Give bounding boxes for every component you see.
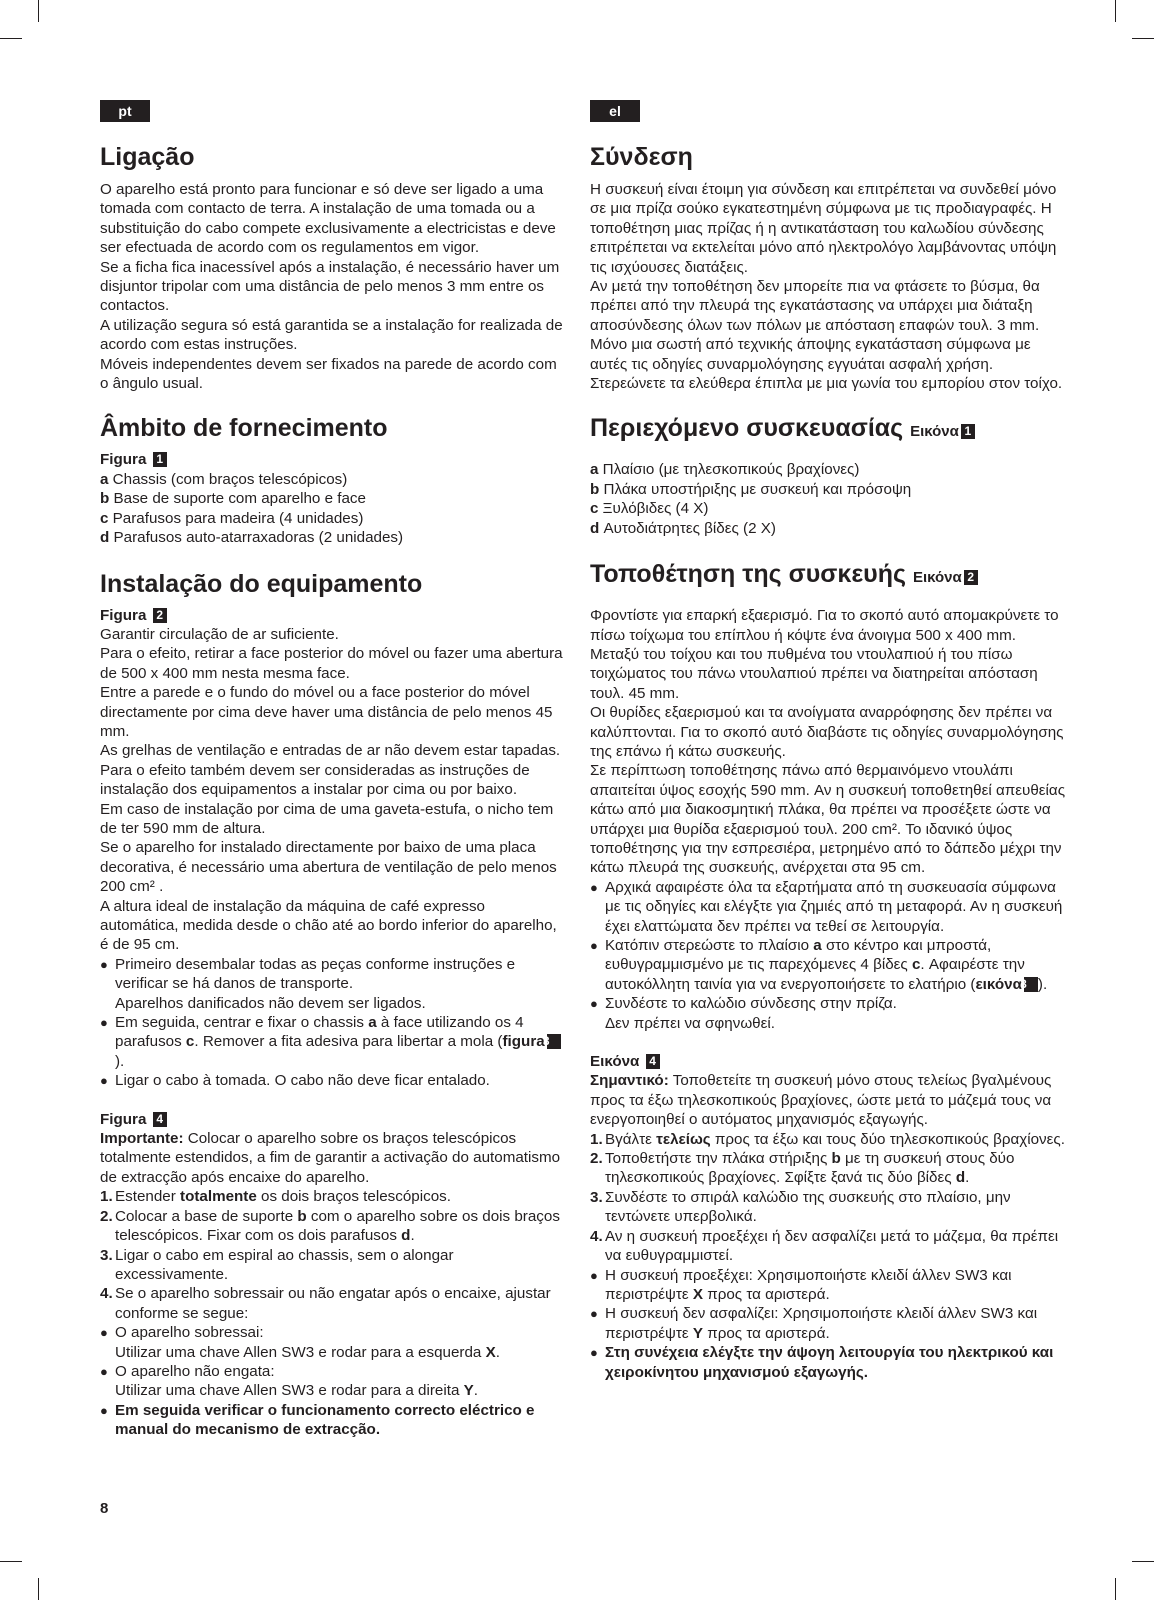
bullet-item: ● O aparelho não engata: Utilizar uma chave Allen SW3 e rodar para a direita Y. (100, 1362, 565, 1401)
crop-mark (0, 38, 22, 39)
paragraph: Se o aparelho for instalado directamente por baixo de uma placa decorativa, é necessário uma abertura de ventilação de pelo menos 200 cm² . (100, 839, 557, 896)
paragraph: O aparelho está pronto para funcionar e só deve ser ligado a uma tomada com contacto de terra. A instalação de uma tomada ou a substituição do cabo compete exclusivamente a electricistas e deve ser efectuada de acordo com os regulamentos em vigor. (100, 181, 556, 257)
bullet-item: ● Στη συνέχεια ελέγξτε την άψογη λειτουργία του ηλεκτρικού και χειροκίνητου μηχανισμού εξαγωγής. (590, 1343, 1065, 1382)
paragraph: Μόνο μια σωστή από τεχνικής άποψης εγκατάσταση σύμφωνα με αυτές τις οδηγίες συναρμολόγησης εγγυάται ασφαλή χρήση. (590, 336, 1031, 373)
ligacao-body (100, 180, 565, 393)
paragraph: A utilização segura só está garantida se a instalação for realizada de acordo com estas instruções. (100, 316, 563, 354)
paragraph: Para o efeito também devem ser consideradas as instruções de instalação dos equipamentos a instalar por cima ou por baixo. (100, 761, 530, 799)
figure-number-box: 3 (1024, 977, 1038, 992)
numbered-step: 2. Τοποθετήστε την πλάκα στήριξης b με τη συσκευή στους δύο τηλεσκοπικούς βραχίονες. Σφίξτε ξανά τις δύο βίδες d. (590, 1150, 1015, 1187)
numbered-step: 1. Βγάλτε τελείως προς τα έξω και τους δύο τηλεσκοπικούς βραχίονες. (590, 1130, 1065, 1148)
crop-mark (38, 0, 39, 22)
crop-mark (38, 1578, 39, 1600)
bullet-item: ● Συνδέστε το καλώδιο σύνδεσης στην πρίζα. Δεν πρέπει να σφηνωθεί. (590, 994, 1065, 1033)
paragraph: A altura ideal de instalação da máquina de café expresso automática, medida desde o chão até ao bordo inferior do aparelho, é de 95 cm. (100, 897, 557, 954)
figure-number-box: 4 (646, 1054, 660, 1069)
bullet-item: ● Η συσκευή προεξέχει: Χρησιμοποιήστε κλειδί άλλεν SW3 και περιστρέψτε X προς τα αριστερά. (590, 1266, 1065, 1305)
paragraph: Φροντίστε για επαρκή εξαερισμό. Για το σκοπό αυτό απομακρύνετε το πίσω τοίχωμα του επίπλου ή κόψτε ένα άνοιγμα 500 x 400 mm. Μεταξύ του τοίχου και του πυθμένα του ντουλαπιού ή του πίσω τοιχώματος του πάνω ντουλαπιού πρέπει να διατηρείται απόσταση τουλ. 45 mm. (590, 607, 1059, 702)
list-item: c Parafusos para madeira (4 unidades) (100, 509, 364, 527)
bullet-item: ● Η συσκευή δεν ασφαλίζει: Χρησιμοποιήστε κλειδί άλλεν SW3 και περιστρέψτε Y προς τα αριστερά. (590, 1304, 1065, 1343)
list-item: c Ξυλόβιδες (4 Χ) (590, 500, 709, 518)
bullet-item: ● O aparelho sobressai: Utilizar uma chave Allen SW3 e rodar para a esquerda X. (100, 1323, 565, 1362)
important-note: Importante: Colocar o aparelho sobre os braços telescópicos totalmente estendidos, a fim de garantir a activação do automatismo de extracção após encaixe do aparelho. (100, 1130, 561, 1186)
section-title-topothetisi: Τοποθέτηση της συσκευής Εικόνα 2 (590, 559, 1065, 593)
bullet-item: ● Primeiro desembalar todas as peças conforme instruções e verificar se há danos de transporte. Aparelhos danificados não devem ser ligados. (100, 955, 565, 1013)
list-item: d Αυτοδιάτρητες βίδες (2 Χ) (590, 519, 776, 537)
figure-ref: Εικόνα 4 (590, 1052, 1065, 1071)
numbered-step: 2. Colocar a base de suporte b com o aparelho sobre os dois braços telescópicos. Fixar com os dois parafusos d. (100, 1207, 560, 1245)
list-item: b Πλάκα υποστήριξης με συσκευή και πρόσοψη (590, 480, 912, 498)
section-title-ambito: Âmbito de fornecimento (100, 414, 388, 443)
figure-number-box: 2 (153, 608, 167, 623)
list-item: a Πλαίσιο (με τηλεσκοπικούς βραχίονες) (590, 461, 860, 479)
figure-number-box: 4 (153, 1112, 167, 1127)
important-note: Σημαντικό: Τοποθετείτε τη συσκευή μόνο στους τελείως βγαλμένους προς τα έξω τηλεσκοπικούς βραχίονες, ώστε μετά το μάζεμά τους να ενεργοποιηθεί ο αυτόματος μηχανισμός εξαγωγής. (590, 1072, 1052, 1129)
syndesi-body (590, 180, 1065, 393)
crop-mark (1132, 1561, 1154, 1562)
paragraph: Η συσκευή είναι έτοιμη για σύνδεση και επιτρέπεται να συνδεθεί μόνο σε μια πρίζα σούκο εγκατεστημένη σύμφωνα με τις προδιαγραφές. Η τοποθέτηση μιας πρίζας ή η αντικατάσταση του καλωδίου σύνδεσης επιτρέπεται να εκτελείται μόνο από ηλεκτρολόγο λαμβάνοντας υπόψη τις ισχύουσες διατάξεις. (590, 181, 1057, 276)
crop-mark (0, 1561, 22, 1562)
paragraph: Em caso de instalação por cima de uma gaveta-estufa, o nicho tem de ter 590 mm de altura. (100, 800, 554, 837)
language-tab-pt: pt (100, 100, 150, 122)
paragraph: Οι θυρίδες εξαερισμού και τα ανοίγματα αναρρόφησης δεν πρέπει να καλύπτονται. Για το σκοπό αυτό διαβάστε τις οδηγίες συναρμολόγησης της επάνω ή κάτω συσκευής. (590, 704, 1064, 760)
paragraph: Στερεώνετε τα ελεύθερα έπιπλα με μια γωνία του εμπορίου στον τοίχο. (590, 375, 1063, 393)
section-title-syndesi: Σύνδεση (590, 143, 693, 171)
paragraph: As grelhas de ventilação e entradas de ar não devem estar tapadas. (100, 742, 561, 760)
figure-ref: Figura 2 (100, 606, 565, 625)
numbered-step: 3. Συνδέστε το σπιράλ καλώδιο της συσκευής στο πλαίσιο, μην τεντώνετε υπερβολικά. (590, 1188, 1011, 1226)
topothetisi-body (590, 606, 1065, 1033)
bullet-item: ● Κατόπιν στερεώστε το πλαίσιο a στο κέντρο και μπροστά, ευθυγραμμισμένο με τις παρεχόμενες 4 βίδες c. Αφαιρέστε την αυτοκόλλητη ταινία για να ενεργοποιήσετε το ελατήριο (εικόνα3 ). (590, 936, 1065, 994)
paragraph: Se a ficha fica inacessível após a instalação, é necessário haver um disjuntor tripolar com uma distância de pelo menos 3 mm entre os contactos. (100, 258, 560, 315)
bullet-item: ● Αρχικά αφαιρέστε όλα τα εξαρτήματα από τη συσκευασία σύμφωνα με τις οδηγίες και ελέγξτε για ζημιές από τη μεταφορά. Αν η συσκευή έχει ελαττώματα δεν πρέπει να τεθεί σε λειτουργία. (590, 878, 1065, 936)
numbered-step: 3. Ligar o cabo em espiral ao chassis, sem o alongar excessivamente. (100, 1246, 454, 1283)
list-item: b Base de suporte com aparelho e face (100, 490, 366, 508)
figure-number-box: 1 (961, 424, 975, 439)
paragraph: Σε περίπτωση τοποθέτησης πάνω από θερμαινόμενο ντουλάπι απαιτείται ύψος εσοχής 590 mm. Αν η συσκευή τοποθετηθεί απευθείας κάτω από μια διακοσμητική πλάκα, θα πρέπει να προσέξετε ώστε να υπάρχει μια θυρίδα εξαερισμού τουλ. 200 cm². Το ιδανικό ύψος τοποθέτησης για την εσπρεσιέρα, μετρημένο από το δάπεδο μέχρι την κάτω πλευρά της συσκευής, ανέρχεται στα 95 cm. (590, 762, 1066, 877)
page-number: 8 (100, 1500, 109, 1517)
delivery-list (100, 470, 565, 548)
section-title-ligacao: Ligação (100, 143, 195, 171)
numbered-step: 4. Αν η συσκευή προεξέχει ή δεν ασφαλίζει μετά το μάζεμα, θα πρέπει να ευθυγραμμιστεί. (590, 1227, 1059, 1265)
list-item: d Parafusos auto-atarraxadoras (2 unidades) (100, 529, 404, 547)
portuguese-column (100, 100, 565, 1440)
figure-number-box: 1 (153, 452, 167, 467)
numbered-step: 4. Se o aparelho sobressair ou não engatar após o encaixe, ajustar conforme se segue: (100, 1285, 551, 1322)
paragraph: Para o efeito, retirar a face posterior do móvel ou fazer uma abertura de 500 x 400 mm nesta mesma face. (100, 645, 563, 682)
paragraph: Entre a parede e o fundo do móvel ou a face posterior do móvel directamente por cima deve haver uma distância de pelo menos 45 mm. (100, 684, 553, 740)
crop-mark (1115, 1578, 1116, 1600)
numbered-step: 1. Estender totalmente os dois braços telescópicos. (100, 1188, 451, 1206)
figure-number-box: 2 (964, 570, 978, 585)
figure-ref: Figura 4 (100, 1110, 565, 1129)
greek-column (590, 100, 1065, 1382)
list-item: a Chassis (com braços telescópicos) (100, 470, 348, 488)
section-title-periexomeno: Περιεχόμενο συσκευασίας Εικόνα 1 (590, 413, 1065, 447)
delivery-list (590, 460, 1065, 538)
bullet-item: ● Em seguida verificar o funcionamento correcto eléctrico e manual do mecanismo de extracção. (100, 1401, 565, 1440)
bullet-item: ● Em seguida, centrar e fixar o chassis a à face utilizando os 4 parafusos c. Remover a fita adesiva para libertar a mola (figura3). (100, 1013, 565, 1071)
crop-mark (1115, 0, 1116, 22)
language-tab-el: el (590, 100, 640, 122)
figure-ref: Figura 1 (100, 450, 565, 469)
paragraph: Garantir circulação de ar suficiente. (100, 625, 339, 643)
figure-number-box: 3 (547, 1034, 561, 1049)
paragraph: Αν μετά την τοποθέτηση δεν μπορείτε πια να φτάσετε το βύσμα, θα πρέπει από την πλευρά της εγκατάστασης να υπάρχει μια διάταξη αποσύνδεσης όλων των πόλων με απόσταση επαφών τουλ. 3 mm. (590, 278, 1040, 334)
crop-mark (1132, 38, 1154, 39)
bullet-item: ● Ligar o cabo à tomada. O cabo não deve ficar entalado. (100, 1071, 565, 1090)
paragraph: Móveis independentes devem ser fixados na parede de acordo com o ângulo usual. (100, 355, 557, 393)
section-title-instalacao: Instalação do equipamento (100, 569, 423, 598)
